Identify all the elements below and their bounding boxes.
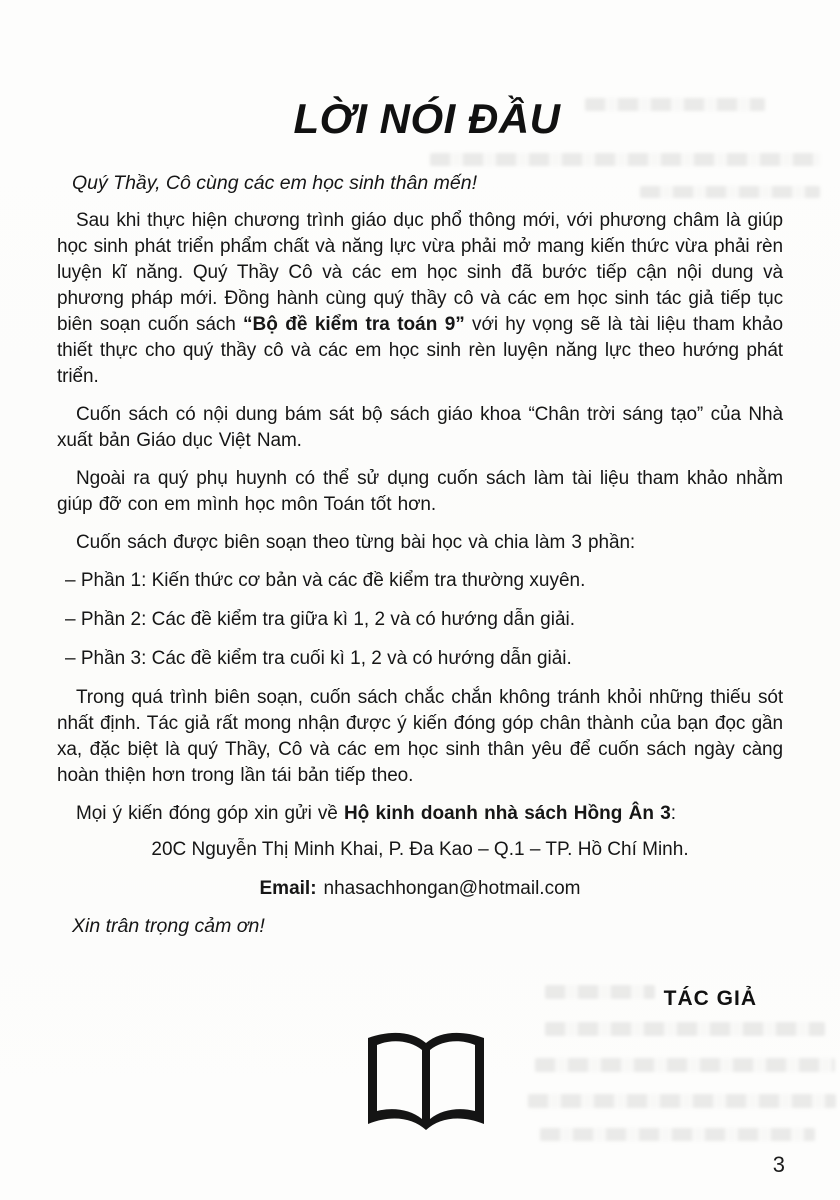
parts-list bbox=[57, 568, 783, 672]
list-item-part-3: – Phần 3: Các đề kiểm tra cuối kì 1, 2 và có hướng dẫn giải. bbox=[65, 648, 572, 670]
list-item-part-1: – Phần 1: Kiến thức cơ bản và các đề kiểm tra thường xuyên. bbox=[65, 570, 586, 592]
paragraph-intro-text: Sau khi thực hiện chương trình giáo dục phổ thông mới, với phương châm là giúp học sinh phát triển phẩm chất và năng lực vừa phải mở mang kiến thức vừa phải rèn luyện kĩ năng. Quý Thầy Cô và các em học sinh đã bước tiếp cận nội dung và phương pháp mới. Đồng hành cùng quý thầy cô và các em học sinh tác giả tiếp tục biên soạn cuốn sách bbox=[57, 210, 783, 336]
email-label: Email: bbox=[259, 878, 317, 900]
paragraph-contact bbox=[57, 801, 783, 827]
list-item-part-2: – Phần 2: Các đề kiểm tra giữa kì 1, 2 và có hướng dẫn giải. bbox=[65, 609, 576, 631]
contact-text: Mọi ý kiến đóng góp xin gửi về bbox=[76, 803, 344, 825]
salutation: Quý Thầy, Cô cùng các em học sinh thân mến! bbox=[72, 172, 478, 195]
paragraph-source: Cuốn sách có nội dung bám sát bộ sách giáo khoa “Chân trời sáng tạo” của Nhà xuất bản Giáo dục Việt Nam. bbox=[57, 404, 783, 452]
email-address: nhasachhongan@hotmail.com bbox=[323, 878, 581, 900]
closing-line: Xin trân trọng cảm ơn! bbox=[72, 915, 265, 938]
book-title-emphasis: “Bộ đề kiểm tra toán 9” bbox=[243, 314, 465, 336]
paragraph-parents: Ngoài ra quý phụ huynh có thể sử dụng cuốn sách làm tài liệu tham khảo nhằm giúp đỡ con em mình học môn Toán tốt hơn. bbox=[57, 468, 783, 516]
bleed-through-smudge bbox=[430, 153, 820, 166]
address-line: 20C Nguyễn Thị Minh Khai, P. Đa Kao – Q.1 – TP. Hồ Chí Minh. bbox=[151, 839, 689, 861]
paragraph-structure: Cuốn sách được biên soạn theo từng bài học và chia làm 3 phần: bbox=[76, 532, 636, 554]
paragraph-feedback: Trong quá trình biên soạn, cuốn sách chắc chắn không tránh khỏi những thiếu sót nhất định. Tác giả rất mong nhận được ý kiến đóng góp chân thành của bạn đọc gần xa, đặc biệt là quý Thầy, Cô và các em học sinh thân yêu để cuốn sách ngày càng hoàn thiện hơn trong lần tái bản tiếp theo. bbox=[57, 687, 783, 787]
author-signature: TÁC GIẢ bbox=[663, 987, 757, 1011]
paragraph-intro bbox=[57, 208, 783, 390]
store-name-emphasis: Hộ kinh doanh nhà sách Hồng Ân 3 bbox=[343, 803, 671, 825]
open-book-icon bbox=[57, 1027, 783, 1144]
page-number: 3 bbox=[772, 1152, 785, 1177]
email-line bbox=[57, 876, 783, 902]
contact-colon: : bbox=[670, 803, 676, 825]
page-title: LỜI NÓI ĐẦU bbox=[293, 95, 561, 142]
paragraph-intro-text-after: với hy vọng sẽ là tài liệu tham khảo thiết thực cho quý thầy cô và các em học sinh rèn luyện năng lực theo hướng phát triển. bbox=[57, 314, 783, 388]
